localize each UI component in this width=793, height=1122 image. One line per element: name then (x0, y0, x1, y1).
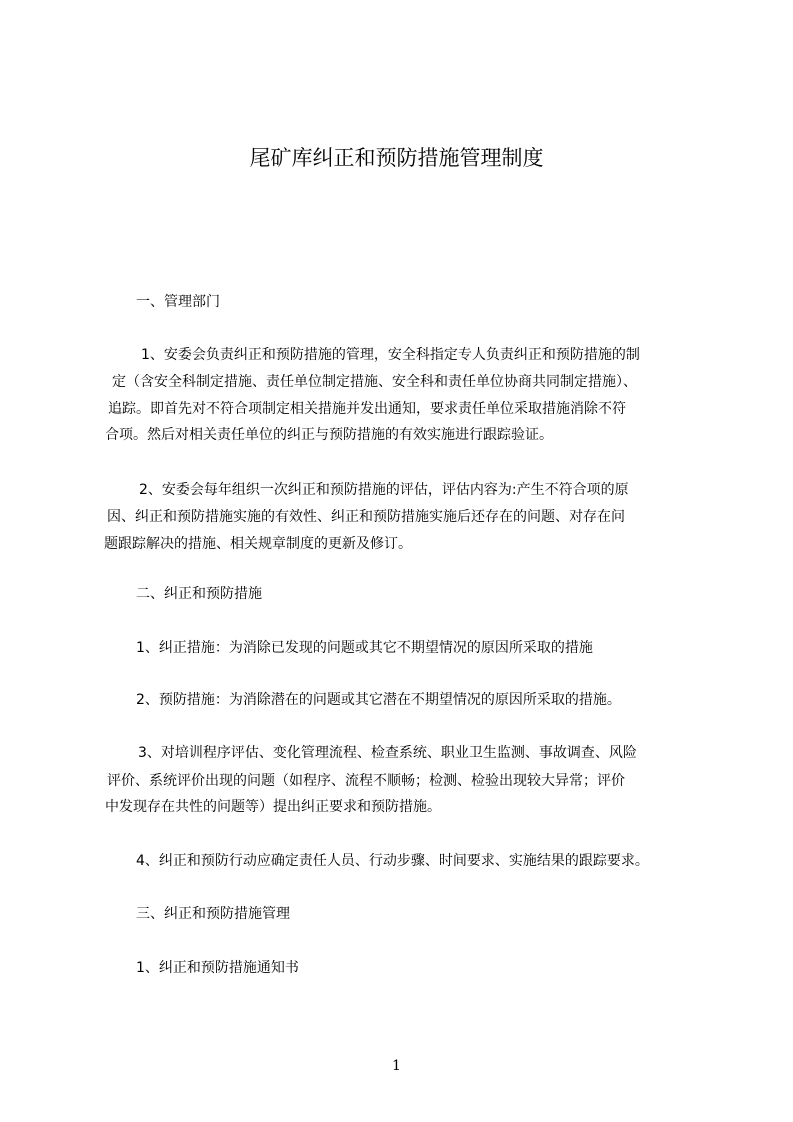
paragraph-line: 评价、系统评价出现的问题（如程序、流程不顺畅；检测、检验出现较大异常；评价 (107, 773, 625, 789)
paragraph-line: 1、纠正和预防措施通知书 (136, 960, 299, 976)
page-number: 1 (392, 1058, 401, 1074)
paragraph-line: 1、纠正措施：为消除已发现的问题或其它不期望情况的原因所采取的措施 (136, 640, 593, 656)
paragraph-line: 3、对培训程序评估、变化管理流程、检查系统、职业卫生监测、事故调查、风险 (138, 745, 637, 761)
paragraph-line: 中发现存在共性的问题等）提出纠正要求和预防措施。 (105, 799, 441, 815)
paragraph-line: 1、安委会负责纠正和预防措施的管理，安全科指定专人负责纠正和预防措施的制 (141, 347, 640, 363)
section-heading-measure-management: 三、纠正和预防措施管理 (136, 906, 290, 922)
page-title: 尾矿库纠正和预防措施管理制度 (249, 146, 544, 170)
paragraph-line: 2、安委会每年组织一次纠正和预防措施的评估，评估内容为:产生不符合项的原 (139, 482, 629, 498)
section-heading-management-department: 一、管理部门 (136, 294, 220, 310)
paragraph-line: 因、纠正和预防措施实施的有效性、纠正和预防措施实施后还存在的问题、对存在问 (107, 509, 625, 525)
paragraph-line: 定（含安全科制定措施、责任单位制定措施、安全科和责任单位协商共同制定措施）、 (112, 374, 637, 390)
paragraph-line: 合项。然后对相关责任单位的纠正与预防措施的有效实施进行跟踪验证。 (105, 427, 553, 443)
paragraph-line: 题跟踪解决的措施、相关规章制度的更新及修订。 (104, 536, 412, 552)
paragraph-line: 2、预防措施：为消除潜在的问题或其它潜在不期望情况的原因所采取的措施。 (136, 692, 621, 708)
paragraph-line: 4、纠正和预防行动应确定责任人员、行动步骤、时间要求、实施结果的跟踪要求。 (136, 853, 649, 869)
paragraph-line: 追踪。即首先对不符合项制定相关措施并发出通知，要求责任单位采取措施消除不符 (108, 401, 626, 417)
section-heading-corrective-preventive-measures: 二、纠正和预防措施 (136, 586, 262, 602)
